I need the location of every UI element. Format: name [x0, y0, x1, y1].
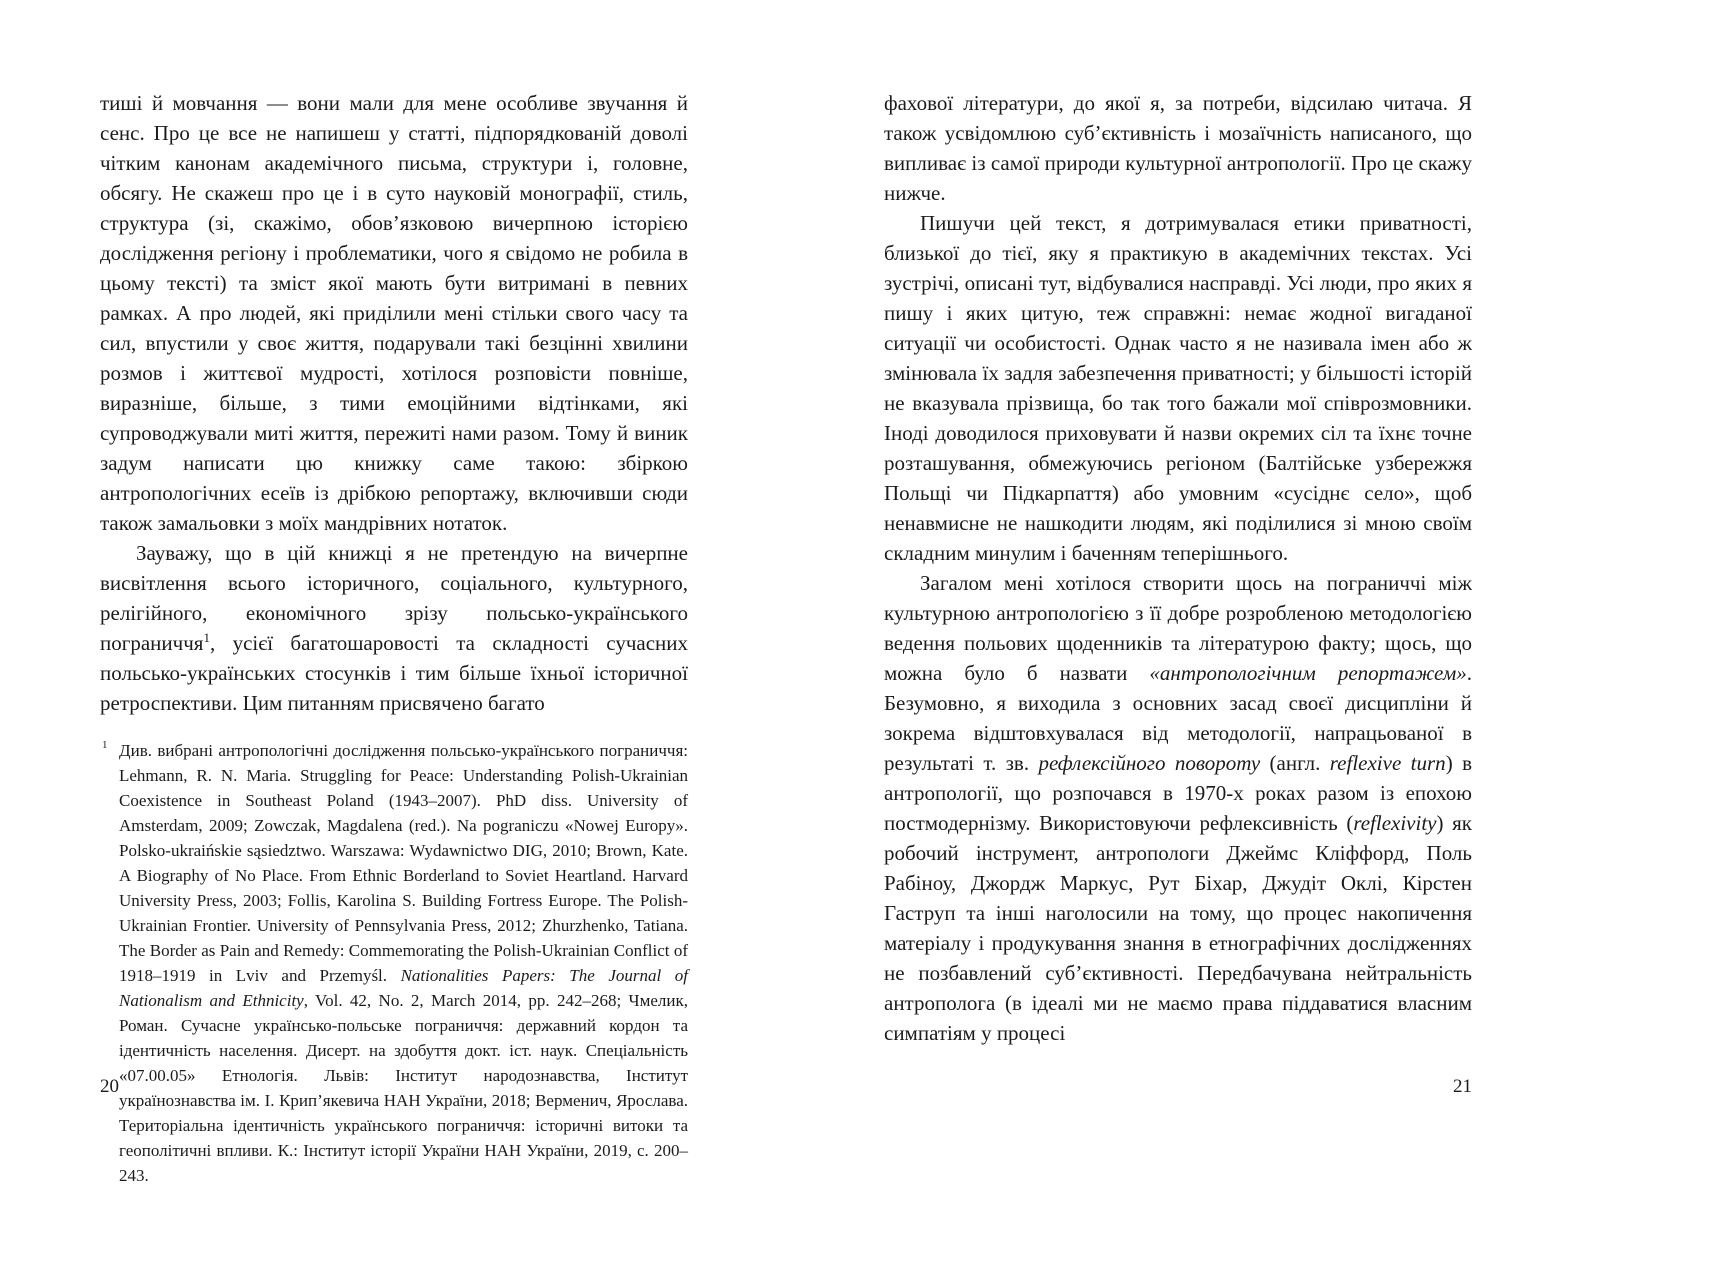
italic-text-run: рефлексійного повороту: [1038, 751, 1261, 775]
text-run: тиші й мовчання — вони мали для мене особливе звучання й сенс. Про це все не напишеш у статті, підпорядкованій доволі чітким канонам академічного письма, структури і, головне, обсягу. Не скажеш про це і в суто науковій монографії, стиль, структура (зі, скажімо, обов’язковою вичерпною історією дослідження регіону і проблематики, чого я свідомо не робила в цьому тексті) та зміст якої мають бути витримані в певних рамках. А про людей, які приділили мені стільки свого часу та сил, впустили у своє життя, подарували такі безцінні хвилини розмов і життєвої мудрості, хотілося розповісти повніше, виразніше, більше, з тими емоційними відтінками, які супроводжували миті життя, пережиті нами разом. Тому й виник задум написати цю книжку саме такою: збіркою антропологічних есеїв із дрібкою репортажу, включивши сюди також замальовки з моїх мандрівних нотаток.: [100, 91, 688, 535]
footnote-text: [119, 741, 688, 1185]
footnote-marker: 1: [102, 739, 108, 751]
text-run: ) як робочий інструмент, антропологи Джеймс Кліффорд, Поль Рабіноу, Джордж Маркус, Рут Біхар, Джудіт Оклі, Кірстен Гаструп та інші наголосили на тому, що процес накопичення матеріалу і продукування знання в етнографічних дослідженнях не позбавлений суб’єктивності. Передбачувана нейтральність антрополога (в ідеалі ми не маємо права піддаватися власним симпатіям у процесі: [884, 811, 1472, 1045]
paragraph: [100, 538, 688, 718]
paragraph: [100, 88, 688, 538]
italic-text-run: reflexivity: [1353, 811, 1437, 835]
italic-text-run: reflexive turn: [1329, 751, 1446, 775]
left-page-text-column: [100, 88, 688, 1188]
superscript-ref: 1: [203, 630, 210, 645]
right-page-text-column: [884, 88, 1472, 1048]
footnote: [100, 738, 688, 1188]
left-page-body: [100, 88, 688, 718]
paragraph: [884, 88, 1472, 208]
text-run: Див. вибрані антропологічні дослідження польсько-українського пограниччя: Lehmann, R. N. Maria. Struggling for Peace: Understanding Polish-Ukrainian Coexistence in Southeast Poland (1943–2007). PhD diss. University of Amsterdam, 2009; Zowczak, Magdalena (red.). Na pograniczu «Nowej Europy». Polsko-ukraińskie sąsiedztwo. Warszawa: Wydawnictwo DIG, 2010; Brown, Kate. A Biography of No Place. From Ethnic Borderland to Soviet Heartland. Harvard University Press, 2003; Follis, Karolina S. Building Fortress Europe. The Polish-Ukrainian Frontier. University of Pennsylvania Press, 2012; Zhurzhenko, Tatiana. The Border as Pain and Remedy: Commemorating the Polish-Ukrainian Conflict of 1918–1919 in Lviv and Przemyśl.: [119, 741, 688, 985]
page-number-right: 21: [1453, 1076, 1472, 1097]
text-run: Зауважу, що в цій книжці я не претендую на вичерпне висвітлення всього історичного, соціального, культурного, релігійного, економічного зрізу польсько-українського пограниччя: [100, 541, 688, 655]
text-run: Пишучи цей текст, я дотримувалася етики приватності, близької до тієї, яку я практикую в академічних текстах. Усі зустрічі, описані тут, відбувалися насправді. Усі люди, про яких я пишу і яких цитую, теж справжні: немає жодної вигаданої ситуації чи особистості. Однак часто я не називала імен або ж змінювала їх задля забезпечення приватності; у більшості історій не вказувала прізвища, бо так того бажали мої співрозмовники. Іноді доводилося приховувати й назви окремих сіл та їхнє точне розташування, обмежуючись регіоном (Балтійське узбережжя Польщі чи Підкарпаття) або умовним «сусіднє село», щоб ненавмисне не нашкодити людям, які поділилися зі мною своїм складним минулим і баченням теперішнього.: [884, 211, 1472, 565]
text-run: Загалом мені хотілося створити щось на пограниччі між культурною антропологією з її добре розробленою методологією ведення польових щоденників та літературою факту; щось, що можна було б назвати: [884, 571, 1472, 685]
text-run: (англ.: [1260, 751, 1330, 775]
italic-text-run: «антропологічним репортажем»: [1149, 661, 1467, 685]
text-run: . Безумовно, я виходила з основних засад своєї дисципліни й зокрема відштовхувалася від методології, напрацьованої в результаті т. зв.: [884, 661, 1472, 775]
text-run: , усієї багатошаровості та складності сучасних польсько-українських стосунків і тим більше їхньої історичної ретроспективи. Цим питанням присвячено багато: [100, 631, 688, 715]
italic-text-run: Nationalities Papers: The Journal of Nationalism and Ethnicity: [119, 966, 688, 1010]
paragraph: [884, 568, 1472, 1048]
right-page-body: [884, 88, 1472, 1048]
text-run: фахової літератури, до якої я, за потреби, відсилаю читача. Я також усвідомлюю суб’єктивність і мозаїчність написаного, що випливає із самої природи культурної антропології. Про це скажу нижче.: [884, 91, 1472, 205]
text-run: ) в антропології, що розпочався в 1970-х роках разом із епохою постмодернізму. Використовуючи рефлексивність (: [884, 751, 1472, 835]
paragraph: [884, 208, 1472, 568]
page-number-left: 20: [100, 1076, 119, 1097]
text-run: , Vol. 42, No. 2, March 2014, pp. 242–268; Чмелик, Роман. Сучасне українсько-польське пограниччя: державний кордон та ідентичність населення. Дисерт. на здобуття докт. іст. наук. Спеціальність «07.00.05» Етнологія. Львів: Інститут народознавства, Інститут українознавства ім. І. Крип’якевича НАН України, 2018; Верменич, Ярослава. Територіальна ідентичність українського пограниччя: історичні витоки та геополітичні впливи. К.: Інститут історії України НАН України, 2019, с. 200–243.: [119, 991, 689, 1185]
